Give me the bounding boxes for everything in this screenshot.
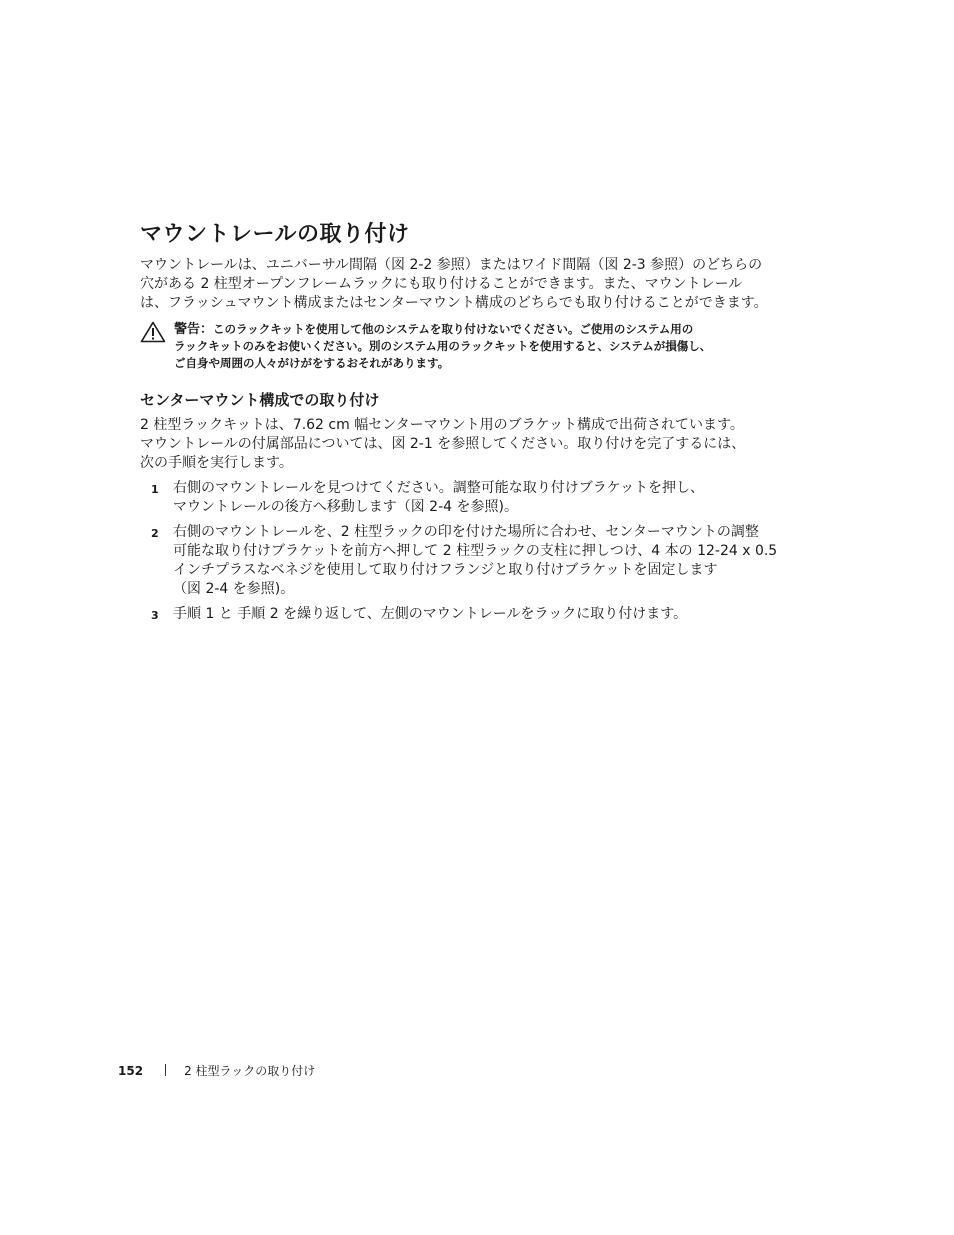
step-item (140, 523, 820, 599)
warning-line (174, 321, 820, 338)
warning-text: このラックキットを使用して他のシステムを取り付けないでください。ご使用のシステム用の (213, 322, 694, 336)
warning-notice (140, 321, 820, 372)
warning-line: ラックキットのみをお使いください。別のシステム用のラックキットを使用すると、システムが損傷し、 (174, 339, 712, 353)
warning-line: ご自身や周囲の人々がけがをするおそれがあります。 (174, 356, 450, 370)
step-item (140, 605, 820, 624)
body-paragraph (140, 416, 820, 473)
warning-label: 警告： (174, 322, 214, 337)
step-line: （図 2-4 を参照)。 (173, 581, 295, 597)
step-line: 右側のマウントレールを見つけてください。調整可能な取り付けブラケットを押し、 (173, 480, 705, 496)
page-heading: マウントレールの取り付け (140, 222, 410, 247)
body-line: 2 柱型ラックキットは、7.62 cm 幅センターマウント用のブラケット構成で出荷されています。 (140, 417, 744, 433)
page-footer (118, 1062, 315, 1080)
content-area (140, 218, 820, 630)
section-subheading: センターマウント構成での取り付け (140, 391, 380, 409)
intro-line: マウントレールは、ユニバーサル間隔（図 2-2 参照）またはワイド間隔（図 2-3 参照）のどちらの (140, 257, 763, 273)
footer-divider (165, 1064, 166, 1076)
body-line: マウントレールの付属部品については、図 2-1 を参照してください。取り付けを完了するには、 (140, 436, 746, 452)
step-number: 2 (151, 527, 159, 540)
intro-paragraph (140, 256, 820, 313)
warning-triangle-icon (140, 321, 166, 343)
step-number: 3 (151, 609, 159, 622)
step-line: 右側のマウントレールを、2 柱型ラックの印を付けた場所に合わせ、センターマウントの調整 (173, 524, 759, 540)
chapter-title: 2 柱型ラックの取り付け (184, 1064, 316, 1078)
steps-list (140, 479, 820, 624)
step-line: マウントレールの後方へ移動します（図 2-4 を参照)。 (173, 499, 518, 515)
step-number: 1 (151, 483, 159, 496)
page-number: 152 (118, 1064, 144, 1078)
step-line: 手順 1 と 手順 2 を繰り返して、左側のマウントレールをラックに取り付けます。 (173, 606, 688, 622)
body-line: 次の手順を実行します。 (140, 455, 293, 471)
step-line: 可能な取り付けブラケットを前方へ押して 2 柱型ラックの支柱に押しつけ、4 本の 12-24 x 0.5 (173, 543, 778, 559)
step-item (140, 479, 820, 517)
intro-line: は、フラッシュマウント構成またはセンターマウント構成のどちらでも取り付けることができます。 (140, 295, 768, 311)
step-line: インチプラスなベネジを使用して取り付けフランジと取り付けブラケットを固定します (173, 562, 718, 578)
intro-line: 穴がある 2 柱型オープンフレームラックにも取り付けることができます。また、マウントレール (140, 276, 743, 292)
